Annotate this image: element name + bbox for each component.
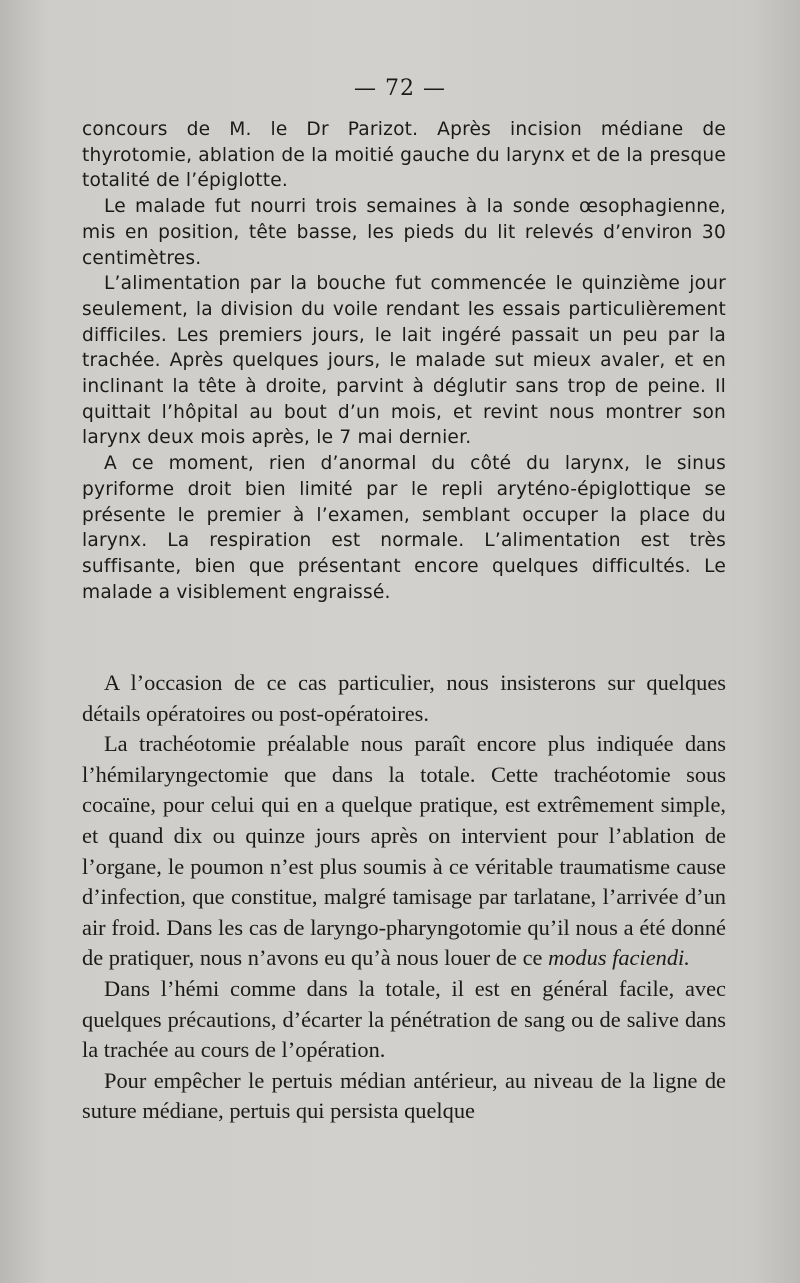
paragraph: concours de M. le Dr Parizot. Après incision médiane de thyrotomie, ablation de la moitié gauche du larynx et de la presque totalité de l’épiglotte. [82,119,726,192]
paragraph: Le malade fut nourri trois semaines à la sonde œsophagienne, mis en position, tête basse, les pieds du lit relevés d’environ 30 centimètres. [82,196,726,269]
paragraph: L’alimentation par la bouche fut commencée le quinzième jour seulement, la division du voile rendant les essais particulièrement difficiles. Les premiers jours, le lait ingéré passait un peu par la trachée. Après quelques jours, le malade sut mieux avaler, et en inclinant la tête à droite, parvint à déglutir sans trop de peine. Il quittait l’hôpital au bout d’un mois, et revint nous montrer son larynx deux mois après, le 7 mai dernier. [82,273,726,449]
discussion-text [82,668,726,1127]
paragraph: Dans l’hémi comme dans la totale, il est en général facile, avec quelques précautions, d’écarter la pénétration de sang ou de salive dans la trachée au cours de l’opération. [82,975,726,1063]
paragraph: Pour empêcher le pertuis médian antérieur, au niveau de la ligne de suture médiane, pertuis qui persista quelque [82,1067,726,1124]
case-report-text [82,117,726,605]
paragraph [82,729,726,974]
paragraph-text: La trachéotomie préalable nous paraît encore plus indiquée dans l’hémilaryngectomie que dans la totale. Cette trachéotomie sous cocaïne, pour celui qui en a quelque pratique, est extrêmement simple, et quand dix ou quinze jours après on intervient pour l’ablation de l’organe, le poumon n’est plus soumis à ce véritable traumatisme cause d’infection, que constitue, malgré tamisage par tarlatane, l’arrivée d’un air froid. Dans les cas de laryngo-pharyngotomie qu’il nous a été donné de pratiquer, nous n’avons eu qu’à nous louer de ce [82,731,726,971]
italic-phrase: modus faciendi. [548,945,690,971]
page-number: — 72 — [354,76,446,101]
paragraph: A ce moment, rien d’anormal du côté du larynx, le sinus pyriforme droit bien limité par le repli aryténo-épiglottique se présente le premier à l’examen, semblant occuper la place du larynx. La respiration est normale. L’alimentation est très suffisante, bien que présentant encore quelques difficultés. Le malade a visiblement engraissé. [82,453,726,603]
paragraph: A l’occasion de ce cas particulier, nous insisterons sur quelques détails opératoires ou post-opératoires. [82,670,726,726]
